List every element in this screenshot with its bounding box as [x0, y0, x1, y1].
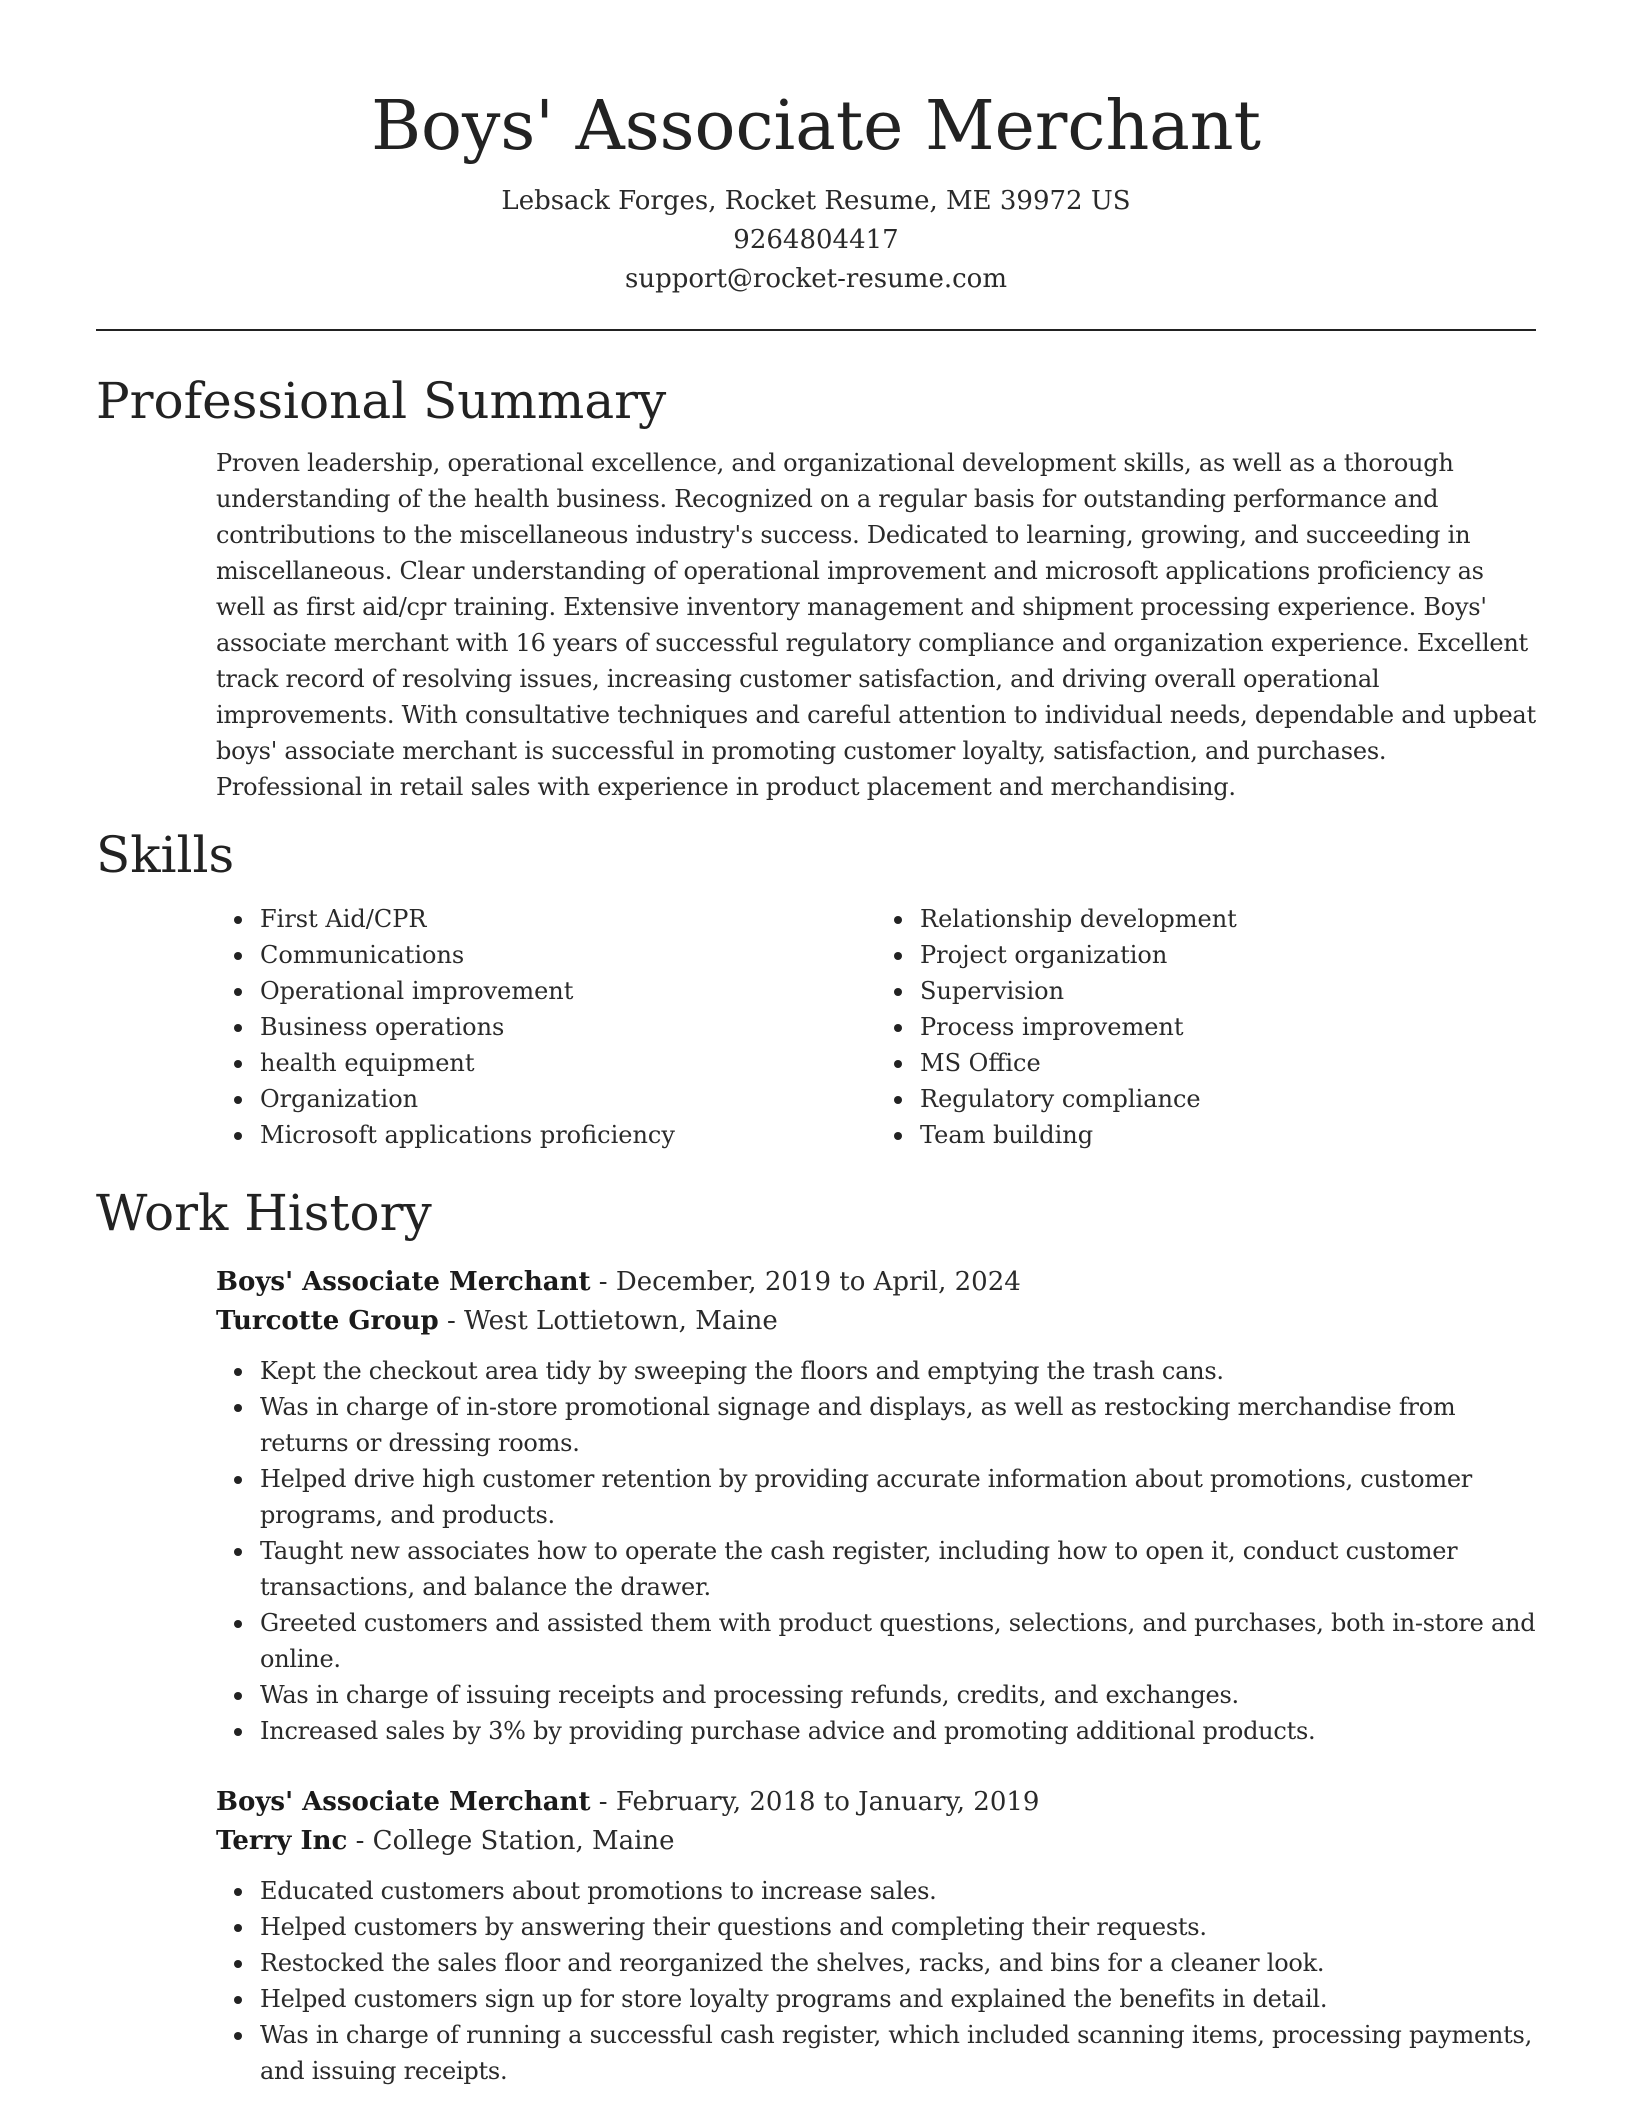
- skill-item: Operational improvement: [260, 973, 876, 1009]
- summary-paragraph: Proven leadership, operational excellence, and organizational development skills, as well as a thorough understanding of the health business. Recognized on a regular basis for outstanding performance and contributions to the miscellaneous industry's success. Dedicated to learning, growing, and succeeding in miscellaneous. Clear understanding of operational improvement and microsoft applications proficiency as well as first aid/cpr training. Extensive inventory management and shipment processing experience. Boys' associate merchant with 16 years of successful regulatory compliance and organization experience. Excellent track record of resolving issues, increasing customer satisfaction, and driving overall operational improvements. With consultative techniques and careful attention to individual needs, dependable and upbeat boys' associate merchant is successful in promoting customer loyalty, satisfaction, and purchases. Professional in retail sales with experience in product placement and merchandising.: [216, 449, 1536, 801]
- job-title-line: [216, 1783, 1536, 1822]
- duty-item: Taught new associates how to operate the cash register, including how to open it, conduct customer transactions, and balance the drawer.: [260, 1533, 1536, 1605]
- skill-item: Communications: [260, 937, 876, 973]
- resume-page: [96, 0, 1536, 2089]
- duty-item: Was in charge of issuing receipts and processing refunds, credits, and exchanges.: [260, 1677, 1536, 1713]
- job-title-line: [216, 1263, 1536, 1302]
- duty-item: Was in charge of running a successful cash register, which included scanning items, processing payments, and issuing receipts.: [260, 2017, 1536, 2089]
- skills-column-left: [216, 901, 876, 1153]
- skill-item: First Aid/CPR: [260, 901, 876, 937]
- job-company: Turcotte Group: [216, 1306, 439, 1336]
- duty-item: Restocked the sales floor and reorganized the shelves, racks, and bins for a cleaner look.: [260, 1945, 1536, 1981]
- job-company-line: [216, 1822, 1536, 1861]
- phone-number: 9264804417: [733, 225, 899, 255]
- job-entry: [216, 1783, 1536, 2089]
- job-dates: - December, 2019 to April, 2024: [590, 1267, 1021, 1297]
- skill-item: Process improvement: [920, 1009, 1536, 1045]
- duty-item: Helped customers by answering their questions and completing their requests.: [260, 1909, 1536, 1945]
- email-address: support@rocket-resume.com: [624, 264, 1007, 294]
- duty-item: Was in charge of in-store promotional signage and displays, as well as restocking merchandise from returns or dressing rooms.: [260, 1389, 1536, 1461]
- job-location: - West Lottietown, Maine: [438, 1306, 778, 1336]
- skill-item: Project organization: [920, 937, 1536, 973]
- job-entry: [216, 1263, 1536, 1749]
- skills-heading: Skills: [96, 826, 235, 884]
- skill-item: Team building: [920, 1117, 1536, 1153]
- skill-item: Organization: [260, 1081, 876, 1117]
- skills-list: [216, 901, 1536, 1153]
- duty-item: Greeted customers and assisted them with product questions, selections, and purchases, both in-store and online.: [260, 1605, 1536, 1677]
- job-location: - College Station, Maine: [347, 1826, 675, 1856]
- duty-item: Helped customers sign up for store loyalty programs and explained the benefits in detail.: [260, 1981, 1536, 2017]
- job-duties-list: [216, 1353, 1536, 1749]
- job-company-line: [216, 1302, 1536, 1341]
- job-role: Boys' Associate Merchant: [216, 1267, 591, 1297]
- skill-item: Business operations: [260, 1009, 876, 1045]
- job-company: Terry Inc: [216, 1826, 348, 1856]
- job-duties-list: [216, 1873, 1536, 2089]
- skills-column-right: [876, 901, 1536, 1153]
- contact-info: [96, 182, 1536, 299]
- skill-item: health equipment: [260, 1045, 876, 1081]
- skill-item: Microsoft applications proficiency: [260, 1117, 876, 1153]
- job-dates: - February, 2018 to January, 2019: [590, 1787, 1040, 1817]
- duty-item: Increased sales by 3% by providing purchase advice and promoting additional products.: [260, 1713, 1536, 1749]
- header-divider: [96, 329, 1536, 331]
- candidate-name: Boys' Associate Merchant: [371, 87, 1261, 166]
- skill-item: MS Office: [920, 1045, 1536, 1081]
- duty-item: Kept the checkout area tidy by sweeping the floors and emptying the trash cans.: [260, 1353, 1536, 1389]
- resume-header: [96, 0, 1536, 299]
- duty-item: Helped drive high customer retention by providing accurate information about promotions, customer programs, and products.: [260, 1461, 1536, 1533]
- work-history-heading: Work History: [96, 1184, 432, 1242]
- skill-item: Regulatory compliance: [920, 1081, 1536, 1117]
- address-line: Lebsack Forges, Rocket Resume, ME 39972 US: [501, 186, 1131, 216]
- summary-heading: Professional Summary: [96, 372, 667, 430]
- skill-item: Supervision: [920, 973, 1536, 1009]
- job-role: Boys' Associate Merchant: [216, 1787, 591, 1817]
- duty-item: Educated customers about promotions to increase sales.: [260, 1873, 1536, 1909]
- skill-item: Relationship development: [920, 901, 1536, 937]
